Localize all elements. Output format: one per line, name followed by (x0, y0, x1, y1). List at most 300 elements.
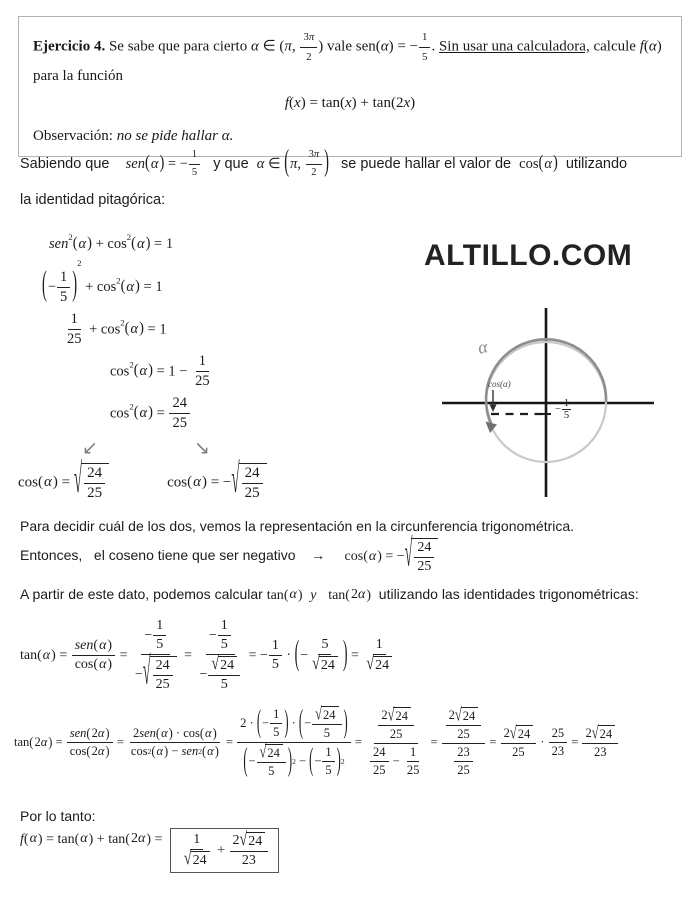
decision-line-3 (20, 586, 639, 604)
math-sqrt: √ $\frac{24}{25}$ (143, 656, 177, 693)
math-math-roman: 2 (350, 587, 358, 603)
math-paren-group: ( α ) (155, 724, 173, 741)
math-sqrt: √ $\frac{24}{25}$ (405, 538, 439, 575)
math-math-roman: 2 (91, 726, 98, 740)
math-fraction (64, 311, 85, 348)
math-math-italic: α (139, 362, 148, 379)
math-sqrt: √ 24 (260, 744, 283, 761)
math-fraction (312, 706, 341, 741)
math-math-roman: 23 (594, 745, 607, 759)
math-math-roman: − (208, 627, 217, 643)
math-text-run (317, 586, 329, 602)
math-math-roman: 2 (232, 833, 240, 848)
math-math-roman: 24 (395, 709, 408, 723)
math-text-run: . (431, 38, 439, 55)
math-superscript: 2 (147, 747, 152, 756)
math-text-run: Se sabe que para cierto (105, 38, 251, 55)
math-text-run: utilizando las identidades trigonométricas: (371, 586, 639, 602)
math-math-italic: f (639, 38, 644, 55)
math-sqrt: √ 24 (510, 725, 533, 742)
math-math-roman: + (213, 842, 229, 858)
math-math-roman: − (248, 754, 256, 768)
math-math-roman: = (351, 734, 366, 749)
math-fraction (370, 745, 389, 778)
math-math-roman: 1 (271, 638, 279, 653)
math-math-italic: no se pide hallar α. (116, 127, 234, 144)
math-paren-group: ( α ) (72, 234, 92, 252)
derivation-step (42, 258, 348, 306)
math-fraction (132, 618, 180, 693)
math-math-italic: sen (69, 726, 87, 740)
math-sqrt: √ 24 (312, 656, 338, 674)
math-math-roman: 25 (195, 372, 210, 389)
math-math-roman: 2 (132, 726, 140, 740)
math-sqrt: √ $\frac{24}{25}$ (231, 463, 266, 502)
math-fraction (242, 465, 263, 502)
math-math-roman: = (55, 648, 71, 664)
math-math-roman: = (347, 648, 363, 664)
math-fraction (378, 707, 414, 742)
math-math-roman: − (300, 647, 309, 663)
derivation-step (110, 395, 348, 432)
math-fraction (454, 745, 473, 778)
math-superscript: 2 (77, 257, 82, 268)
math-paren-group: ( α ) (363, 548, 382, 564)
math-math-roman: 23 (551, 744, 565, 758)
math-superscript: 2 (198, 747, 202, 756)
math-math-roman: cos (74, 657, 94, 672)
math-fraction (192, 353, 213, 390)
cosine-handwritten-label: cos(α) (488, 379, 511, 389)
math-math-roman: 24 (320, 658, 335, 673)
math-math-roman: 2 (130, 831, 138, 847)
math-math-italic: α (97, 726, 105, 740)
math-math-roman: 24 (462, 709, 476, 723)
derivation-step (49, 232, 348, 253)
math-fraction (153, 658, 173, 693)
math-math-roman: tan (20, 648, 38, 664)
math-math-roman: 5 (271, 657, 279, 672)
intro-line-1 (20, 145, 684, 180)
math-math-roman: − (168, 744, 182, 758)
math-math-italic: α (139, 404, 148, 421)
math-superscript: 2 (129, 401, 134, 412)
math-text-run: ) vale sen( (318, 38, 381, 55)
math-math-italic: α (368, 548, 377, 564)
math-math-roman: − (47, 278, 57, 295)
math-fraction (414, 540, 434, 575)
math-math-italic: α (289, 587, 297, 603)
math-paren-group: ( − √ 24 5 ) (243, 740, 293, 778)
math-fraction (197, 618, 245, 693)
math-math-roman: + tan (93, 832, 126, 847)
math-math-roman: 1 (156, 618, 164, 633)
math-paren-group: ( α ) (120, 277, 140, 296)
math-math-roman: 5 (156, 637, 164, 652)
decision-line-2 (20, 534, 438, 577)
math-paren-group: ( α ) (38, 473, 58, 490)
math-text-run: Entonces, el coseno tiene que ser negativo (20, 547, 312, 564)
math-math-roman: + cos (92, 235, 127, 252)
math-math-roman: 2 (448, 708, 455, 722)
math-text-run: ( (289, 94, 295, 111)
math-sqrt: √ 24 (315, 706, 338, 723)
math-text-run (325, 547, 344, 563)
math-math-italic: sen (181, 744, 199, 758)
math-math-roman: 1 (325, 745, 332, 759)
math-math-roman: 24 (248, 834, 263, 849)
math-text-run: Sabiendo que (20, 155, 126, 172)
exercise-statement (33, 29, 667, 89)
math-math-roman: = (151, 832, 166, 847)
math-fraction (230, 832, 269, 869)
math-math-roman: 24 (323, 708, 336, 722)
math-math-italic: α (156, 744, 164, 758)
derivation-step (63, 311, 348, 348)
math-math-roman: = (153, 405, 169, 422)
math-paren-group: ( 2 α ) (345, 587, 371, 603)
math-text-run: ) = tan( (300, 94, 345, 111)
math-math-roman: tan (328, 588, 346, 603)
math-math-roman: 1 (273, 707, 280, 721)
math-paren-group: ( − 5 √ 24 ) (294, 636, 348, 675)
math-fraction (181, 832, 213, 869)
math-fraction (128, 726, 222, 759)
math-text-run: ) (410, 94, 416, 111)
arrow-down-right-icon: ↘ (194, 437, 210, 459)
math-math-roman: + cos (85, 321, 121, 338)
math-math-roman: − (262, 716, 270, 730)
altillo-watermark: ALTILLO.COM (424, 239, 633, 272)
math-math-italic: f (20, 832, 24, 847)
math-fraction (208, 656, 240, 693)
sine-value-denominator: 5 (563, 410, 570, 421)
math-math-roman: − (314, 754, 322, 768)
math-math-roman: 5 (273, 725, 280, 739)
math-paren-group: ( α ) (133, 403, 153, 422)
math-paren-group: ( α ) (74, 831, 94, 847)
math-math-roman: cos (167, 474, 188, 491)
math-math-roman: 25 (172, 414, 187, 431)
math-math-italic: α (40, 735, 48, 749)
math-math-roman: = (57, 474, 74, 491)
conclusion-label: Por lo tanto: (20, 808, 96, 824)
math-math-italic: sen (139, 726, 156, 740)
math-paren-group: ( α ) (538, 152, 558, 174)
math-fraction (322, 745, 334, 778)
math-fraction (582, 725, 618, 760)
math-paren-group: ( α ) (124, 319, 144, 338)
sine-value-label (555, 398, 571, 421)
derivation-step (110, 353, 348, 390)
math-math-italic: x (403, 94, 411, 111)
math-fraction (153, 618, 166, 653)
math-math-italic: π (313, 149, 320, 160)
sine-value-fraction (562, 398, 571, 421)
math-math-roman: = 1 (143, 321, 167, 338)
math-math-roman: 2 (503, 726, 510, 740)
math-math-italic: α (150, 155, 159, 172)
math-fraction (442, 707, 486, 778)
math-math-roman: · (288, 716, 299, 730)
math-math-roman: 5 (60, 288, 68, 305)
math-math-roman: 1 (191, 149, 198, 160)
math-math-roman: 5 (220, 677, 228, 692)
math-math-roman: = (116, 648, 131, 664)
math-math-roman: = − (245, 648, 268, 664)
math-fraction (404, 745, 423, 778)
math-text-run: Observación: (33, 127, 117, 144)
math-math-roman: 23 (241, 853, 256, 868)
math-math-italic: α (78, 235, 87, 252)
math-paren-group: ( α ) (23, 831, 43, 847)
sine-value-sign: − (555, 404, 561, 415)
derivation-steps (18, 232, 348, 432)
math-math-roman: → (311, 549, 326, 565)
math-math-roman: 5 (220, 637, 228, 652)
math-math-roman: 2 (381, 708, 388, 722)
math-fraction (72, 638, 115, 673)
math-text-run: calcule (589, 38, 640, 55)
math-text-run: 3 (303, 31, 309, 43)
math-math-roman: = (486, 734, 500, 749)
math-math-roman: 24 (375, 658, 390, 673)
math-sqrt: √ 24 (592, 725, 615, 742)
math-paren-group: ( − $\frac{1}{5}$ ) (42, 265, 78, 305)
math-answer-box (170, 828, 279, 873)
math-math-roman: · (537, 734, 548, 749)
math-math-roman: = (180, 648, 196, 664)
math-paren-group: ( α ) (37, 647, 56, 663)
math-paren-group: ( α ) (133, 361, 153, 380)
math-paren-group: ( π , 3 π 2 ) (284, 145, 329, 179)
math-superscript: 2 (116, 275, 121, 286)
math-math-italic: α (136, 235, 145, 252)
math-superscript: 2 (129, 359, 134, 370)
math-math-italic: α (256, 155, 265, 172)
math-math-roman: 1 (220, 618, 228, 633)
math-math-italic: α (80, 831, 88, 847)
branch-arrows (18, 437, 348, 461)
math-paren-group: ( 2 α ) (29, 733, 53, 750)
math-math-italic: α (161, 726, 168, 740)
math-text-run: A partir de este dato, podemos calcular (20, 586, 267, 602)
math-math-italic: α (207, 744, 214, 758)
arc-arrowhead-icon (486, 422, 498, 434)
math-text-run: ) + tan(2 (351, 94, 404, 111)
math-math-italic: x (294, 94, 301, 111)
math-math-roman: = − (381, 549, 405, 565)
math-math-italic: x (345, 94, 352, 111)
derivation-block (18, 232, 348, 502)
math-fraction (269, 638, 282, 673)
math-fraction (169, 395, 190, 432)
math-math-italic: α (193, 473, 201, 490)
math-paren-group: ( α ) (131, 234, 151, 252)
math-math-roman: − (389, 754, 403, 768)
math-math-roman: 23 (457, 745, 470, 759)
math-paren-group: ( α ) (93, 638, 113, 654)
math-math-roman: 25 (457, 727, 470, 741)
math-text-run: se puede hallar el valor de (328, 155, 520, 172)
math-paren-group: ( α ) (283, 587, 303, 603)
math-math-italic: α (99, 638, 107, 653)
math-math-roman: cos (18, 474, 38, 491)
math-math-roman: 24 (267, 746, 280, 760)
tan-alpha-formula (20, 618, 696, 693)
math-math-roman: 3 (308, 149, 314, 160)
math-math-italic: α (357, 587, 366, 603)
math-math-roman: 5 (268, 764, 275, 778)
math-math-roman: 25 (67, 330, 82, 347)
math-math-roman: 25 (373, 763, 386, 777)
math-sqrt: √ 24 (388, 707, 411, 724)
math-sqrt: √ 24 (366, 656, 392, 674)
math-math-roman: = (113, 734, 127, 749)
math-text-run: 1 (422, 31, 428, 43)
math-math-roman: 2 (585, 726, 592, 740)
math-superscript: 2 (340, 757, 345, 766)
math-math-roman: = − (164, 155, 188, 172)
math-fraction (67, 726, 113, 759)
math-math-italic: α (544, 155, 552, 172)
math-math-roman: 25 (155, 677, 170, 692)
math-math-italic: π (284, 38, 292, 55)
math-math-roman: 2 (34, 735, 41, 749)
math-math-roman: = (568, 734, 582, 749)
math-text-run: utilizando (557, 155, 628, 172)
math-underlined-text: Sin usar una calculadora, (438, 38, 590, 55)
math-sqrt: √ 24 (184, 851, 210, 869)
math-text-run: y que (201, 155, 257, 172)
math-math-roman: = − (206, 474, 232, 491)
math-math-roman: 2 (91, 744, 98, 758)
math-math-roman: + cos (81, 279, 117, 296)
math-math-roman: 24 (517, 727, 531, 741)
intro-paragraph (20, 145, 684, 211)
math-math-italic: α (126, 278, 135, 295)
intro-line-2: la identidad pitagórica: (20, 192, 166, 209)
decision-line-1: Para decidir cuál de los dos, vemos la representación en la circunferencia trigonométrica. (20, 518, 575, 534)
exercise-statement-box (18, 16, 682, 157)
math-math-italic: π (308, 31, 315, 43)
math-math-roman: 24 (87, 464, 103, 481)
math-math-roman: 1 (70, 310, 78, 327)
math-math-roman: 24 (417, 540, 432, 555)
math-math-roman: cos (344, 549, 364, 565)
math-fraction (549, 726, 568, 759)
math-math-italic: α (42, 647, 51, 663)
math-text-run: ∈ ( (258, 38, 285, 55)
math-math-roman: = (427, 734, 441, 749)
math-text-run: , (291, 38, 300, 55)
math-math-roman: 25 (87, 484, 103, 501)
math-math-roman: 1 (193, 832, 201, 847)
exercise-function-formula (33, 92, 667, 115)
cos-pointer-arrowhead-icon (490, 405, 497, 413)
math-math-roman: − (144, 627, 153, 643)
math-math-roman: 25 (406, 763, 420, 777)
math-math-roman: · cos (172, 726, 200, 740)
math-math-roman: 1 (198, 352, 206, 369)
math-text-run: ( (643, 38, 649, 55)
math-math-italic: sen (74, 638, 94, 653)
math-paren-group: ( − $\frac{1}{5}$ ) (309, 741, 341, 777)
math-math-italic: α (137, 831, 146, 847)
math-fraction (270, 707, 282, 740)
math-math-roman: 5 (325, 763, 332, 777)
cosine-negative-branch (167, 458, 267, 503)
math-math-roman: − (304, 716, 312, 730)
math-fraction (446, 707, 482, 742)
math-math-roman: = 1 − (153, 363, 192, 380)
math-fraction (306, 148, 322, 180)
math-math-roman: 1 (375, 637, 383, 652)
math-superscript: 2 (120, 317, 125, 328)
math-paren-group: ( α ) (187, 473, 207, 490)
math-math-italic: α (250, 38, 259, 55)
math-paren-group: ( 2 α ) (86, 724, 110, 741)
math-math-roman: cos (519, 155, 539, 172)
math-math-roman: 2 · (240, 716, 257, 730)
math-math-italic: y (310, 588, 317, 603)
math-paren-group: ( − √ 24 5 ) (298, 702, 348, 740)
math-fraction (189, 148, 200, 180)
math-math-italic: α (97, 744, 105, 758)
math-math-italic: α (130, 320, 139, 337)
math-math-roman: = (52, 734, 66, 749)
math-text-run: ) = − (388, 38, 419, 55)
math-math-italic: f (284, 94, 290, 111)
math-math-roman: 1 (60, 268, 68, 285)
conclusion-formula (20, 828, 680, 873)
tan-2alpha-formula (14, 702, 700, 779)
math-math-roman: 2 (311, 166, 317, 178)
math-sqrt: √ 24 (455, 707, 478, 724)
math-math-roman: 25 (417, 559, 432, 574)
math-math-roman: 24 (172, 394, 187, 411)
math-sqrt: √ 24 (211, 656, 237, 674)
math-math-roman: 25 (512, 745, 525, 759)
math-math-italic: π (290, 155, 298, 172)
math-math-roman: cos (69, 744, 87, 758)
math-paren-group: ( − $\frac{1}{5}$ ) (256, 703, 289, 739)
math-math-roman: cos (110, 363, 130, 380)
math-math-roman: = 1 (139, 279, 163, 296)
math-paren-group: ( α ) (201, 742, 219, 759)
unit-circle-figure (440, 295, 680, 515)
math-math-roman: − (295, 754, 310, 768)
cosine-branches (18, 458, 348, 503)
math-math-roman: = 1 (150, 235, 174, 252)
math-math-italic: α (648, 38, 657, 55)
math-math-italic: sen (125, 155, 145, 172)
math-math-roman: tan (14, 734, 30, 749)
math-fraction (501, 725, 537, 760)
cosine-positive-branch (18, 458, 109, 503)
math-math-roman: 5 (191, 166, 198, 178)
math-math-roman: 25 (389, 727, 403, 741)
sine-value-numerator: 1 (563, 398, 570, 409)
math-fraction (57, 269, 70, 306)
math-sqrt: √ $\frac{24}{25}$ (74, 463, 109, 502)
math-math-roman: 25 (457, 763, 470, 777)
alpha-handwritten-label: α (475, 336, 490, 358)
math-superscript: 2 (292, 757, 296, 766)
math-math-roman: 25 (551, 726, 565, 740)
math-paren-group: ( 2 α ) (125, 831, 151, 847)
math-fraction (419, 29, 430, 65)
